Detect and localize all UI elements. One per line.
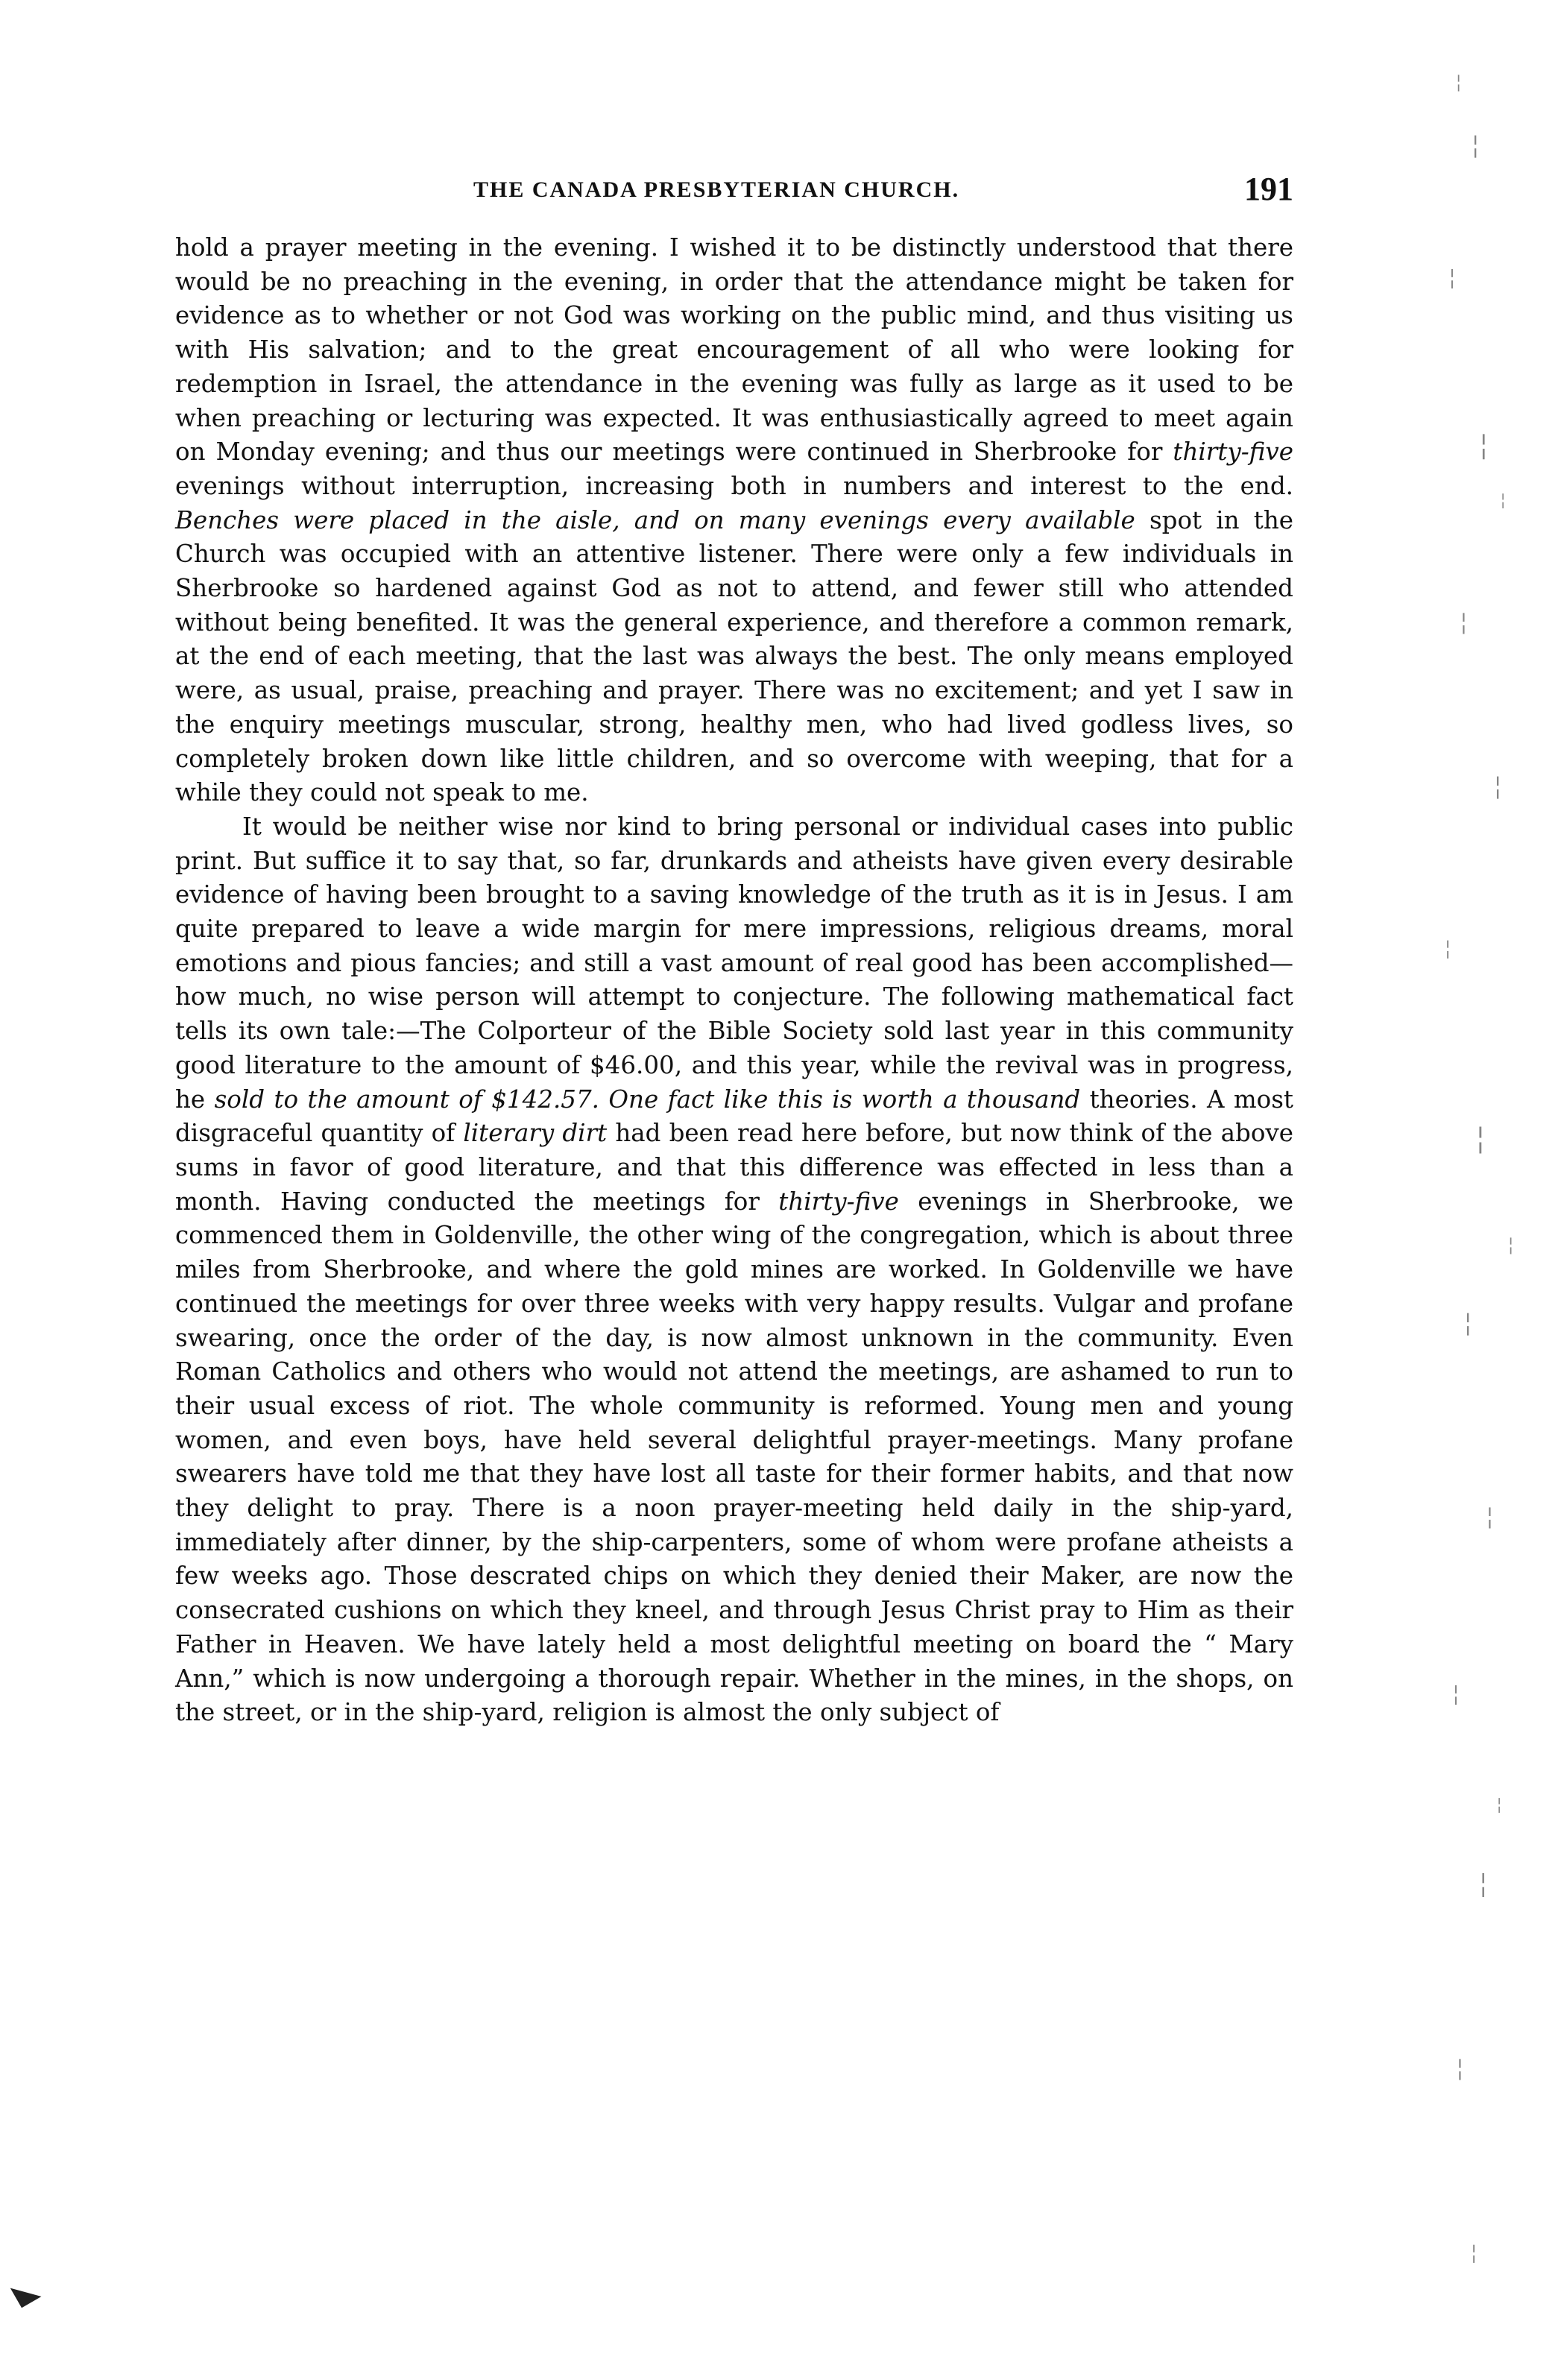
text-run: spot in the Church was occupied with an attentive listener. There were only a few individuals in Sherbrooke so hardened against God as not to attend, and fewer still who attended without being benefited. It was the general experience, and therefore a common remark, at the end of each meeting, that the last was always the best. The only means employed were, as usual, praise, preaching and prayer. There was no excitement; and yet I saw in the enquiry meetings muscular, strong, healthy men, who had lived godless lives, so completely broken down like little children, and so overcome with weeping, that for a while they could not speak to me.	[175, 505, 1293, 807]
text-run: It would be neither wise nor kind to bring personal or individual cases into public print. But suffice it to say that, so far, drunkards and atheists have given every desirable evidence of having been brought to a saving knowledge of the truth as it is in Jesus. I am quite prepared to leave a wide margin for mere impressions, religious dreams, moral emotions and pious fancies; and still a vast amount of real good has been accomplished—how much, no wise person will attempt to conjecture. The following mathematical fact tells its own tale:—The Colporteur of the Bible Society sold last year in this community good literature to the amount of $46.00, and this year, while the revival was in progress, he	[175, 812, 1293, 1114]
edge-speckle: ╎	[1483, 1506, 1496, 1530]
edge-speckle: ╎	[1469, 2244, 1480, 2264]
edge-speckle: ╎	[1476, 1871, 1491, 1899]
italic-text: thirty-five	[778, 1187, 899, 1216]
page-number: 191	[1244, 171, 1293, 207]
text-run: evenings without interruption, increasing both in numbers and interest to the end.	[175, 471, 1293, 500]
edge-speckle: ╎	[1472, 1126, 1489, 1156]
edge-speckle: ╎	[1491, 775, 1505, 801]
edge-speckle: ╎	[1495, 1796, 1504, 1814]
italic-text: Benches were placed in the aisle, and on many evenings every available	[175, 505, 1135, 534]
italic-text: sold to the amount of $142.57. One fact like this is worth a thousand	[214, 1085, 1081, 1114]
text-run: hold a prayer meeting in the evening. I wished it to be distinctly understood that there would be no preaching in the evening, in order that the attendance might be taken for evidence as to whether or not God was working on the public mind, and thus visiting us with His salvation; and to the great encouragement of all who were looking for redemption in Israel, the attendance in the evening was fully as large as it used to be when preaching or lecturing was expected. It was enthusiastically agreed to meet again on Monday evening; and thus our meetings were continued in Sherbrooke for	[175, 233, 1293, 467]
edge-speckle: ╎	[1476, 432, 1492, 462]
edge-speckle: ╎	[1457, 611, 1470, 636]
corner-arrow-mark: ◣	[6, 2270, 44, 2311]
edge-speckle: ╎	[1461, 1312, 1475, 1338]
edge-speckle: ╎	[1450, 1685, 1462, 1707]
scan-edge-artifacts	[1401, 45, 1528, 2340]
edge-speckle: ╎	[1506, 1237, 1516, 1256]
edge-speckle: ╎	[1469, 134, 1483, 160]
text-run: evenings in Sherbrooke, we commenced them in Goldenville, the other wing of the congregation, which is about three miles from Sherbrooke, and where the gold mines are worked. In Goldenville we have continued the meetings for over three weeks with very happy results. Vulgar and profane swearing, once the order of the day, is now almost unknown in the community. Even Roman Catholics and others who would not attend the meetings, are ashamed to run to their usual excess of riot. The whole community is reformed. Young men and young women, and even boys, have held several delightful prayer-meetings. Many profane swearers have told me that they have lost all taste for their former habits, and that now they delight to pray. There is a noon prayer-meeting held daily in the ship-yard, immediately after dinner, by the ship-carpenters, some of whom were profane atheists a few weeks ago. Those descrated chips on which they denied their Maker, are now the consecrated cushions on which they kneel, and through Jesus Christ pray to Him as their Father in Heaven. We have lately held a most delightful meeting on board the “ Mary Ann,” which is now undergoing a thorough repair. Whether in the mines, in the shops, on the street, or in the ship-yard, religion is almost the only subject of	[175, 1187, 1293, 1727]
italic-text: thirty-five	[1173, 438, 1293, 467]
page-header	[175, 170, 1293, 215]
paragraph	[175, 231, 1293, 810]
italic-text: literary dirt	[463, 1119, 608, 1148]
edge-speckle: ╎	[1442, 939, 1454, 960]
edge-speckle: ╎	[1454, 75, 1464, 93]
edge-speckle: ╎	[1498, 492, 1508, 510]
paragraph	[175, 810, 1293, 1730]
text-run: theories. A most disgraceful quantity of	[175, 1085, 1293, 1148]
edge-speckle: ╎	[1446, 268, 1458, 291]
body-text	[175, 231, 1293, 1730]
edge-speckle: ╎	[1454, 2057, 1466, 2082]
text-run: had been read here before, but now think of the above sums in favor of good literature, and that this difference was effected in less than a month. Having conducted the meetings for	[175, 1119, 1294, 1216]
running-title: THE CANADA PRESBYTERIAN CHURCH.	[473, 177, 960, 202]
